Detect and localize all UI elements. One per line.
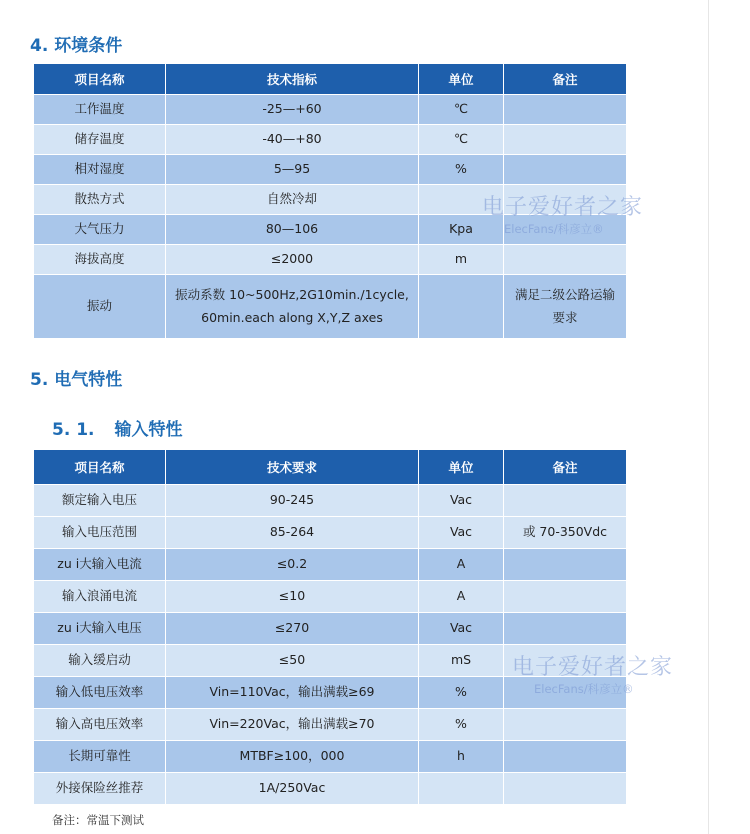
cell-note bbox=[504, 709, 626, 740]
table-row-vibration bbox=[34, 275, 626, 338]
cell-note bbox=[504, 185, 626, 214]
cell-note bbox=[504, 549, 626, 580]
cell-name: 散热方式 bbox=[34, 185, 165, 214]
vibration-note-line2: 要求 bbox=[552, 309, 578, 325]
cell-name: 振动 bbox=[34, 275, 165, 338]
cell-unit: Kpa bbox=[419, 215, 503, 244]
cell-name: 输入低电压效率 bbox=[34, 677, 165, 708]
cell-spec: ≤270 bbox=[166, 613, 418, 644]
cell-name: 长期可靠性 bbox=[34, 741, 165, 772]
cell-unit: ℃ bbox=[419, 95, 503, 124]
cell-name: 储存温度 bbox=[34, 125, 165, 154]
table-row bbox=[34, 95, 626, 124]
cell-note bbox=[504, 215, 626, 244]
cell-note bbox=[504, 275, 626, 338]
table-row bbox=[34, 709, 626, 740]
input-characteristics-table bbox=[33, 449, 627, 805]
header-unit: 单位 bbox=[419, 450, 503, 484]
table-row bbox=[34, 245, 626, 274]
vibration-note-line1: 满足二级公路运输 bbox=[514, 286, 615, 302]
cell-name: 工作温度 bbox=[34, 95, 165, 124]
cell-name: 输入浪涌电流 bbox=[34, 581, 165, 612]
cell-name: 输入电压范围 bbox=[34, 517, 165, 548]
cell-name: zu i大输入电流 bbox=[34, 549, 165, 580]
table-row bbox=[34, 155, 626, 184]
cell-spec: ≤2000 bbox=[166, 245, 418, 274]
header-spec: 技术要求 bbox=[166, 450, 418, 484]
cell-unit: m bbox=[419, 245, 503, 274]
cell-note bbox=[504, 613, 626, 644]
cell-unit: % bbox=[419, 677, 503, 708]
cell-note bbox=[504, 645, 626, 676]
page-edge-divider bbox=[708, 0, 709, 834]
subheading-number: 5. 1. bbox=[52, 420, 95, 440]
table-row bbox=[34, 613, 626, 644]
cell-note: 或 70-350Vdc bbox=[504, 517, 626, 548]
cell-spec bbox=[166, 275, 418, 338]
cell-spec: Vin=220Vac，输出满载≥70 bbox=[166, 709, 418, 740]
watermark-line2: ElecFans/科彦立® bbox=[534, 682, 634, 696]
table-row bbox=[34, 581, 626, 612]
cell-unit: Vac bbox=[419, 485, 503, 516]
cell-spec: 1A/250Vac bbox=[166, 773, 418, 804]
cell-spec: ≤50 bbox=[166, 645, 418, 676]
table-row bbox=[34, 125, 626, 154]
section-5-heading: 5. 电气特性 bbox=[30, 370, 123, 390]
cell-spec: ≤10 bbox=[166, 581, 418, 612]
cell-name: 输入缓启动 bbox=[34, 645, 165, 676]
vibration-spec-line2: 60min.each along X,Y,Z axes bbox=[201, 309, 383, 325]
header-item-name: 项目名称 bbox=[34, 64, 165, 94]
cell-name: zu i大输入电压 bbox=[34, 613, 165, 644]
cell-unit bbox=[419, 185, 503, 214]
cell-spec: 90-245 bbox=[166, 485, 418, 516]
table-row bbox=[34, 549, 626, 580]
cell-spec: 85-264 bbox=[166, 517, 418, 548]
cell-spec: Vin=110Vac，输出满载≥69 bbox=[166, 677, 418, 708]
header-note: 备注 bbox=[504, 64, 626, 94]
cell-spec: ≤0.2 bbox=[166, 549, 418, 580]
table-row bbox=[34, 645, 626, 676]
cell-note bbox=[504, 677, 626, 708]
header-spec: 技术指标 bbox=[166, 64, 418, 94]
cell-name: 输入高电压效率 bbox=[34, 709, 165, 740]
cell-unit: % bbox=[419, 709, 503, 740]
header-item-name: 项目名称 bbox=[34, 450, 165, 484]
cell-name: 外接保险丝推荐 bbox=[34, 773, 165, 804]
cell-note bbox=[504, 485, 626, 516]
watermark-line1: 电子爱好者之家 bbox=[512, 655, 674, 680]
cell-unit bbox=[419, 275, 503, 338]
watermark-line1: 电子爱好者之家 bbox=[482, 195, 644, 220]
cell-name: 额定输入电压 bbox=[34, 485, 165, 516]
cell-unit: % bbox=[419, 155, 503, 184]
table-row bbox=[34, 677, 626, 708]
table-row bbox=[34, 741, 626, 772]
cell-note bbox=[504, 773, 626, 804]
table-row bbox=[34, 215, 626, 244]
environment-table bbox=[33, 63, 627, 339]
cell-unit: ℃ bbox=[419, 125, 503, 154]
watermark-line2: ElecFans/科彦立® bbox=[504, 222, 604, 236]
cell-note bbox=[504, 581, 626, 612]
cell-spec: 5—95 bbox=[166, 155, 418, 184]
table-row bbox=[34, 773, 626, 804]
header-note: 备注 bbox=[504, 450, 626, 484]
cell-spec: 自然冷却 bbox=[166, 185, 418, 214]
cell-name: 大气压力 bbox=[34, 215, 165, 244]
cell-unit: A bbox=[419, 581, 503, 612]
cell-unit bbox=[419, 773, 503, 804]
cell-spec: 80—106 bbox=[166, 215, 418, 244]
cell-note bbox=[504, 741, 626, 772]
cell-note bbox=[504, 95, 626, 124]
header-unit: 单位 bbox=[419, 64, 503, 94]
table-row bbox=[34, 517, 626, 548]
cell-name: 海拔高度 bbox=[34, 245, 165, 274]
cell-unit: mS bbox=[419, 645, 503, 676]
cell-spec: -40—+80 bbox=[166, 125, 418, 154]
subheading-text: 输入特性 bbox=[114, 420, 183, 440]
cell-note bbox=[504, 245, 626, 274]
cell-note bbox=[504, 155, 626, 184]
vibration-spec-line1: 振动系数 10~500Hz,2G10min./1cycle, bbox=[175, 286, 409, 302]
footnote: 备注：常温下测试 bbox=[52, 813, 144, 827]
table-header-row bbox=[34, 64, 626, 94]
cell-unit: Vac bbox=[419, 613, 503, 644]
section-5-1-heading bbox=[52, 415, 183, 440]
table-header-row bbox=[34, 450, 626, 484]
cell-spec: MTBF≥100，000 bbox=[166, 741, 418, 772]
table-row bbox=[34, 185, 626, 214]
table-row bbox=[34, 485, 626, 516]
cell-unit: A bbox=[419, 549, 503, 580]
cell-note bbox=[504, 125, 626, 154]
cell-spec: -25—+60 bbox=[166, 95, 418, 124]
cell-unit: h bbox=[419, 741, 503, 772]
cell-unit: Vac bbox=[419, 517, 503, 548]
cell-name: 相对湿度 bbox=[34, 155, 165, 184]
section-4-heading: 4. 环境条件 bbox=[30, 36, 123, 56]
